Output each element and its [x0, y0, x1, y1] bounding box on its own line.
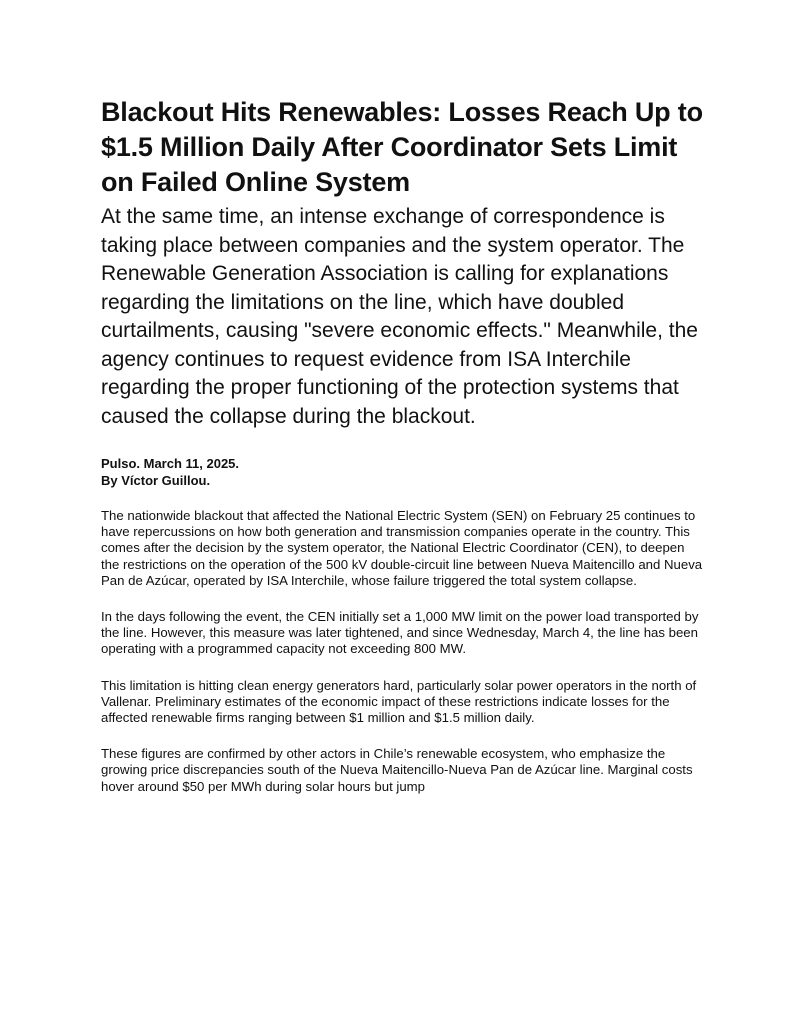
article-subheadline: At the same time, an intense exchange of correspondence is taking place between companies and the system operator. The Renewable Generation Association is calling for explanations regarding the limitations on the line, which have doubled curtailments, causing "severe economic effects." Meanwhile, the agency continues to request evidence from ISA Interchile regarding the proper functioning of the protection systems that caused the collapse during the blackout. — [101, 205, 698, 428]
paragraph: The nationwide blackout that affected the National Electric System (SEN) on February 25 continues to have repercussions on how both generation and transmission companies operate in the country. This comes after the decision by the system operator, the National Electric Coordinator (CEN), to deepen the restrictions on the operation of the 500 kV double-circuit line between Nueva Maitencillo and Nueva Pan de Azúcar, operated by ISA Interchile, whose failure triggered the total system collapse. — [101, 508, 703, 588]
byline — [101, 455, 706, 489]
paragraph: In the days following the event, the CEN initially set a 1,000 MW limit on the power load transported by the line. However, this measure was later tightened, and since Wednesday, March 4, the line has been operating with a programmed capacity not exceeding 800 MW. — [101, 609, 699, 657]
author: By Víctor Guillou. — [101, 473, 211, 488]
paragraph: This limitation is hitting clean energy generators hard, particularly solar power operators in the north of Vallenar. Preliminary estimates of the economic impact of these restrictions indicate losses for the affected renewable firms ranging between $1 million and $1.5 million daily. — [101, 677, 697, 726]
document-page — [101, 95, 706, 815]
paragraph: These figures are confirmed by other actors in Chile’s renewable ecosystem, who emphasize the growing price discrepancies south of the Nueva Maitencillo-Nueva Pan de Azúcar line. Marginal costs hover around $50 per MWh during solar hours but jump — [101, 746, 693, 794]
article-headline: Blackout Hits Renewables: Losses Reach Up to $1.5 Million Daily After Coordinator Sets Limit on Failed Online System — [101, 97, 703, 197]
source-date: Pulso. March 11, 2025. — [101, 456, 240, 471]
article-body — [101, 508, 706, 795]
